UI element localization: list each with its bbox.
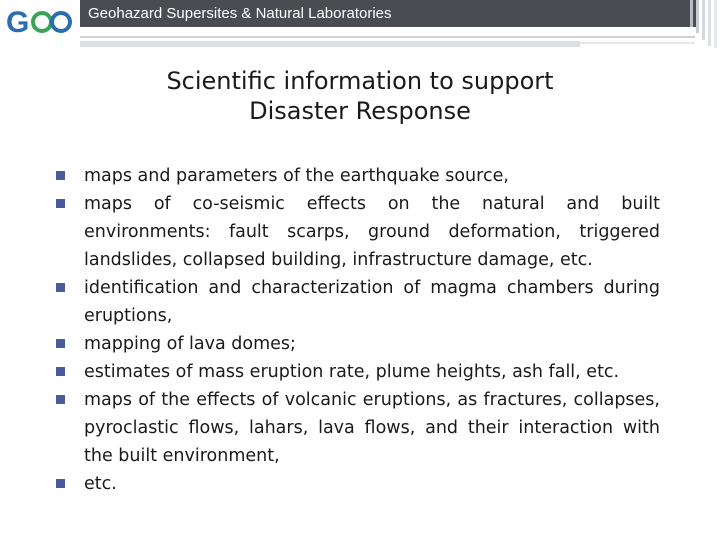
bullet-text: maps of co-seismic effects on the natural and built environments: fault scarps, ground deformation, triggered landslides, collapsed building, infrastructure damage, etc. (84, 194, 660, 270)
header-rule-thick (80, 41, 580, 47)
bullet-square-icon (56, 395, 65, 404)
bullet-text: mapping of lava domes; (84, 334, 296, 354)
bullet-text: etc. (84, 474, 117, 494)
logo-ring (33, 13, 51, 31)
header-title: Geohazard Supersites & Natural Laboratories (88, 5, 392, 22)
bullet-text: identification and characterization of magma chambers during eruptions, (84, 278, 660, 326)
header-rule-thin (580, 42, 695, 44)
slide-title-line-2: Disaster Response (249, 97, 471, 125)
slide-title-line-1: Scientific information to support (166, 67, 554, 95)
bullet-square-icon (56, 479, 65, 488)
bullet-list (56, 162, 660, 498)
slide-title (0, 66, 720, 126)
bullet-item (56, 162, 660, 190)
logo-letter-g: G (6, 6, 30, 38)
bullet-square-icon (56, 367, 65, 376)
geo-logo (6, 4, 76, 38)
bullet-item (56, 274, 660, 330)
bullet-item (56, 190, 660, 274)
bullet-square-icon (56, 199, 65, 208)
bullet-square-icon (56, 283, 65, 292)
header-rule (80, 36, 695, 38)
bullet-text: maps and parameters of the earthquake source, (84, 166, 509, 186)
bullet-item (56, 470, 660, 498)
bullet-square-icon (56, 171, 65, 180)
bullet-item (56, 358, 660, 386)
bullet-text: estimates of mass eruption rate, plume heights, ash fall, etc. (84, 362, 620, 382)
bullet-square-icon (56, 339, 65, 348)
header-decoration (690, 0, 720, 48)
bullet-item (56, 386, 660, 470)
logo-letter-o (52, 13, 70, 31)
bullet-text: maps of the effects of volcanic eruptions, as fractures, collapses, pyroclastic flows, lahars, lava flows, and their interaction with the built environment, (84, 390, 660, 466)
bullet-item (56, 330, 660, 358)
